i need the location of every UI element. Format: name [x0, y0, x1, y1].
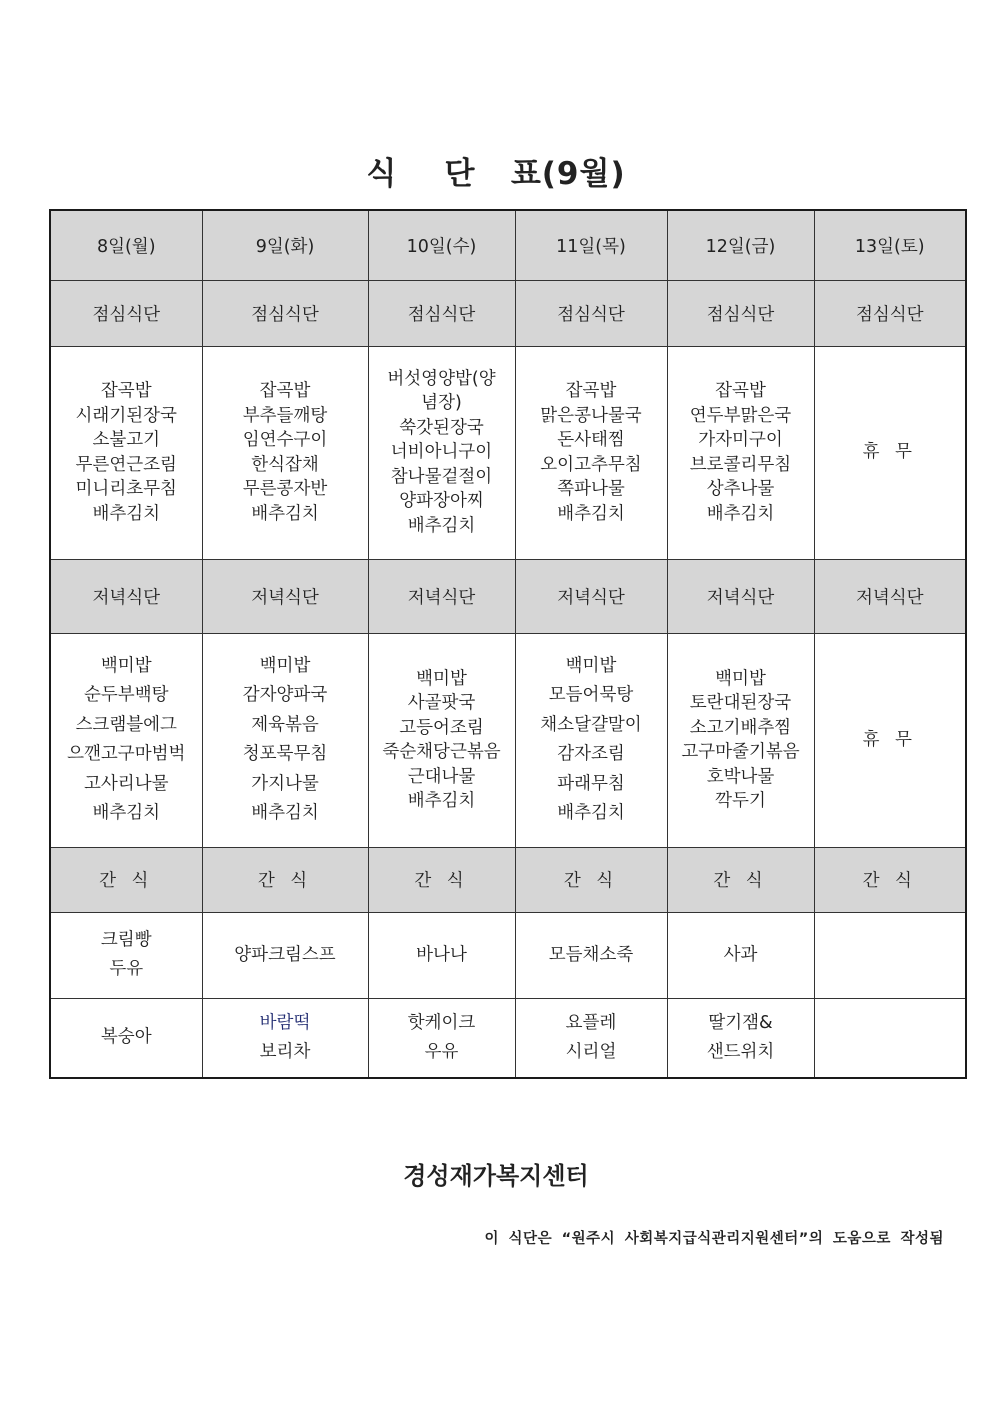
footnote: 이 식단은 “원주시 사회복지급식관리지원센터”의 도움으로 작성됨 — [484, 1231, 944, 1247]
snack-cell — [50, 998, 202, 1078]
menu-item: 사과 — [723, 944, 758, 965]
menu-item: 배추김치 — [557, 803, 625, 823]
menu-item: 소불고기 — [92, 430, 161, 450]
day-header: 9일(화) — [202, 210, 368, 280]
menu-item: 연두부맑은국 — [689, 405, 792, 426]
dinner-header: 저녁식단 — [368, 559, 515, 633]
menu-item: 딸기잼& — [708, 1012, 773, 1033]
menu-item: 잡곡밥 — [565, 381, 617, 401]
day-header: 11일(목) — [515, 210, 667, 280]
menu-item: 미니리초무침 — [75, 479, 177, 499]
menu-item: 상추나물 — [706, 479, 775, 499]
lunch-header: 점심식단 — [814, 280, 966, 346]
snack-cell — [667, 998, 814, 1078]
snack-cell — [50, 912, 202, 998]
menu-item: 버섯영양밥(양 — [387, 368, 496, 389]
menu-item: 잡곡밥 — [715, 381, 766, 401]
menu-item: 잡곡밥 — [259, 381, 311, 401]
menu-item: 핫케이크 — [407, 1012, 476, 1033]
date-row — [50, 210, 966, 280]
dinner-header-row — [50, 559, 966, 633]
lunch-header: 점심식단 — [202, 280, 368, 346]
menu-item: 모듬어묵탕 — [548, 685, 634, 705]
menu-item: 죽순채당근볶음 — [382, 742, 501, 762]
snack-cell — [202, 998, 368, 1078]
menu-item: 감자양파국 — [242, 685, 328, 705]
snack-header: 간 식 — [667, 847, 814, 912]
menu-item: 념장) — [421, 393, 462, 414]
lunch-cell — [515, 346, 667, 559]
menu-item: 근대나물 — [407, 766, 476, 787]
menu-item: 돈사태찜 — [557, 430, 625, 450]
day-header: 10일(수) — [368, 210, 515, 280]
menu-item: 배추김치 — [557, 503, 625, 524]
menu-item: 휴 무 — [862, 729, 917, 750]
menu-item: 제육볶음 — [251, 714, 319, 735]
lunch-header: 점심식단 — [368, 280, 515, 346]
day-header: 8일(월) — [50, 210, 202, 280]
menu-item: 부추들깨탕 — [242, 405, 328, 426]
lunch-cell — [202, 346, 368, 559]
menu-item: 으깬고구마범벅 — [67, 744, 186, 764]
menu-item: 바나나 — [416, 944, 467, 965]
menu-item: 쑥갓된장국 — [399, 417, 484, 438]
menu-item: 바람떡 — [259, 1012, 311, 1033]
menu-item: 감자조림 — [557, 744, 625, 764]
lunch-header: 점심식단 — [667, 280, 814, 346]
dinner-header: 저녁식단 — [50, 559, 202, 633]
dinner-header: 저녁식단 — [667, 559, 814, 633]
menu-item: 청포묵무침 — [242, 744, 328, 764]
snack-header-row — [50, 847, 966, 912]
menu-item: 무른콩자반 — [242, 479, 328, 499]
snack-cell — [667, 912, 814, 998]
lunch-header: 점심식단 — [515, 280, 667, 346]
day-header: 13일(토) — [814, 210, 966, 280]
menu-item: 배추김치 — [92, 803, 161, 823]
menu-item: 고등어조림 — [399, 717, 484, 738]
menu-item: 요플레 — [565, 1012, 617, 1033]
menu-item: 잡곡밥 — [100, 381, 152, 401]
lunch-cell — [50, 346, 202, 559]
lunch-cell — [814, 346, 966, 559]
menu-item: 배추김치 — [407, 791, 476, 811]
menu-item: 파래무침 — [557, 773, 625, 794]
menu-item: 채소달걀말이 — [540, 714, 642, 735]
menu-item: 배추김치 — [92, 503, 161, 524]
lunch-header-row — [50, 280, 966, 346]
menu-item: 스크램블에그 — [75, 714, 177, 735]
menu-item: 크림빵 — [100, 930, 152, 950]
menu-item: 배추김치 — [251, 503, 319, 524]
page-title: 식 단 표(9월) — [366, 156, 626, 192]
menu-item: 호박나물 — [706, 766, 775, 787]
menu-item: 무른연근조림 — [75, 454, 177, 475]
menu-item: 백미밥 — [715, 668, 766, 689]
menu-item: 배추김치 — [407, 515, 476, 536]
menu-item: 배추김치 — [251, 803, 319, 823]
menu-item: 우유 — [424, 1041, 459, 1062]
menu-item: 소고기배추찜 — [689, 717, 792, 738]
lunch-header: 점심식단 — [50, 280, 202, 346]
menu-item: 샌드위치 — [706, 1041, 775, 1062]
dinner-row — [50, 633, 966, 847]
menu-item: 배추김치 — [706, 503, 775, 524]
menu-item: 순두부백탕 — [83, 685, 169, 705]
snack-cell — [368, 912, 515, 998]
menu-item: 복숭아 — [100, 1027, 152, 1048]
menu-table — [49, 209, 967, 1079]
menu-item: 브로콜리무침 — [689, 454, 792, 475]
dinner-cell — [50, 633, 202, 847]
snack-header: 간 식 — [368, 847, 515, 912]
lunch-cell — [667, 346, 814, 559]
menu-item: 양파크림스프 — [234, 944, 336, 965]
dinner-cell — [814, 633, 966, 847]
snack-cell — [814, 912, 966, 998]
snack-header: 간 식 — [814, 847, 966, 912]
menu-item: 깍두기 — [715, 791, 766, 811]
dinner-cell — [515, 633, 667, 847]
dinner-cell — [667, 633, 814, 847]
snack-header: 간 식 — [50, 847, 202, 912]
menu-item: 백미밥 — [416, 668, 467, 689]
snack-cell — [368, 998, 515, 1078]
dinner-cell — [202, 633, 368, 847]
menu-item: 토란대된장국 — [689, 693, 792, 713]
menu-item: 양파장아찌 — [399, 491, 484, 512]
menu-item: 모듬채소죽 — [548, 944, 634, 965]
menu-item: 참나물겉절이 — [390, 466, 493, 487]
menu-item: 휴 무 — [862, 442, 917, 463]
center-name: 경성재가복지센터 — [403, 1162, 589, 1190]
dinner-cell — [368, 633, 515, 847]
menu-item: 고사리나물 — [83, 773, 169, 794]
snack-header: 간 식 — [515, 847, 667, 912]
snack-row-1 — [50, 912, 966, 998]
menu-item: 시리얼 — [565, 1041, 617, 1062]
snack-header: 간 식 — [202, 847, 368, 912]
dinner-header: 저녁식단 — [202, 559, 368, 633]
dinner-header: 저녁식단 — [515, 559, 667, 633]
snack-cell — [515, 998, 667, 1078]
menu-item: 가지나물 — [251, 773, 319, 794]
day-header: 12일(금) — [667, 210, 814, 280]
menu-item: 임연수구이 — [242, 430, 328, 450]
snack-row-2 — [50, 998, 966, 1078]
menu-item: 사골팟국 — [407, 693, 476, 713]
menu-item: 시래기된장국 — [75, 405, 177, 426]
menu-item: 가자미구이 — [698, 430, 783, 450]
lunch-cell — [368, 346, 515, 559]
menu-item: 고구마줄기볶음 — [681, 742, 800, 762]
menu-item: 너비아니구이 — [390, 442, 493, 463]
snack-cell — [814, 998, 966, 1078]
dinner-header: 저녁식단 — [814, 559, 966, 633]
menu-item: 맑은콩나물국 — [540, 405, 642, 426]
lunch-row — [50, 346, 966, 559]
menu-item: 백미밥 — [100, 655, 152, 676]
snack-cell — [202, 912, 368, 998]
menu-item: 쪽파나물 — [557, 479, 625, 499]
menu-item: 백미밥 — [565, 655, 617, 676]
menu-item: 한식잡채 — [251, 454, 319, 475]
menu-item: 두유 — [109, 959, 144, 979]
snack-cell — [515, 912, 667, 998]
menu-item: 백미밥 — [259, 655, 311, 676]
menu-item: 보리차 — [259, 1041, 311, 1062]
menu-item: 오이고추무침 — [540, 454, 642, 475]
